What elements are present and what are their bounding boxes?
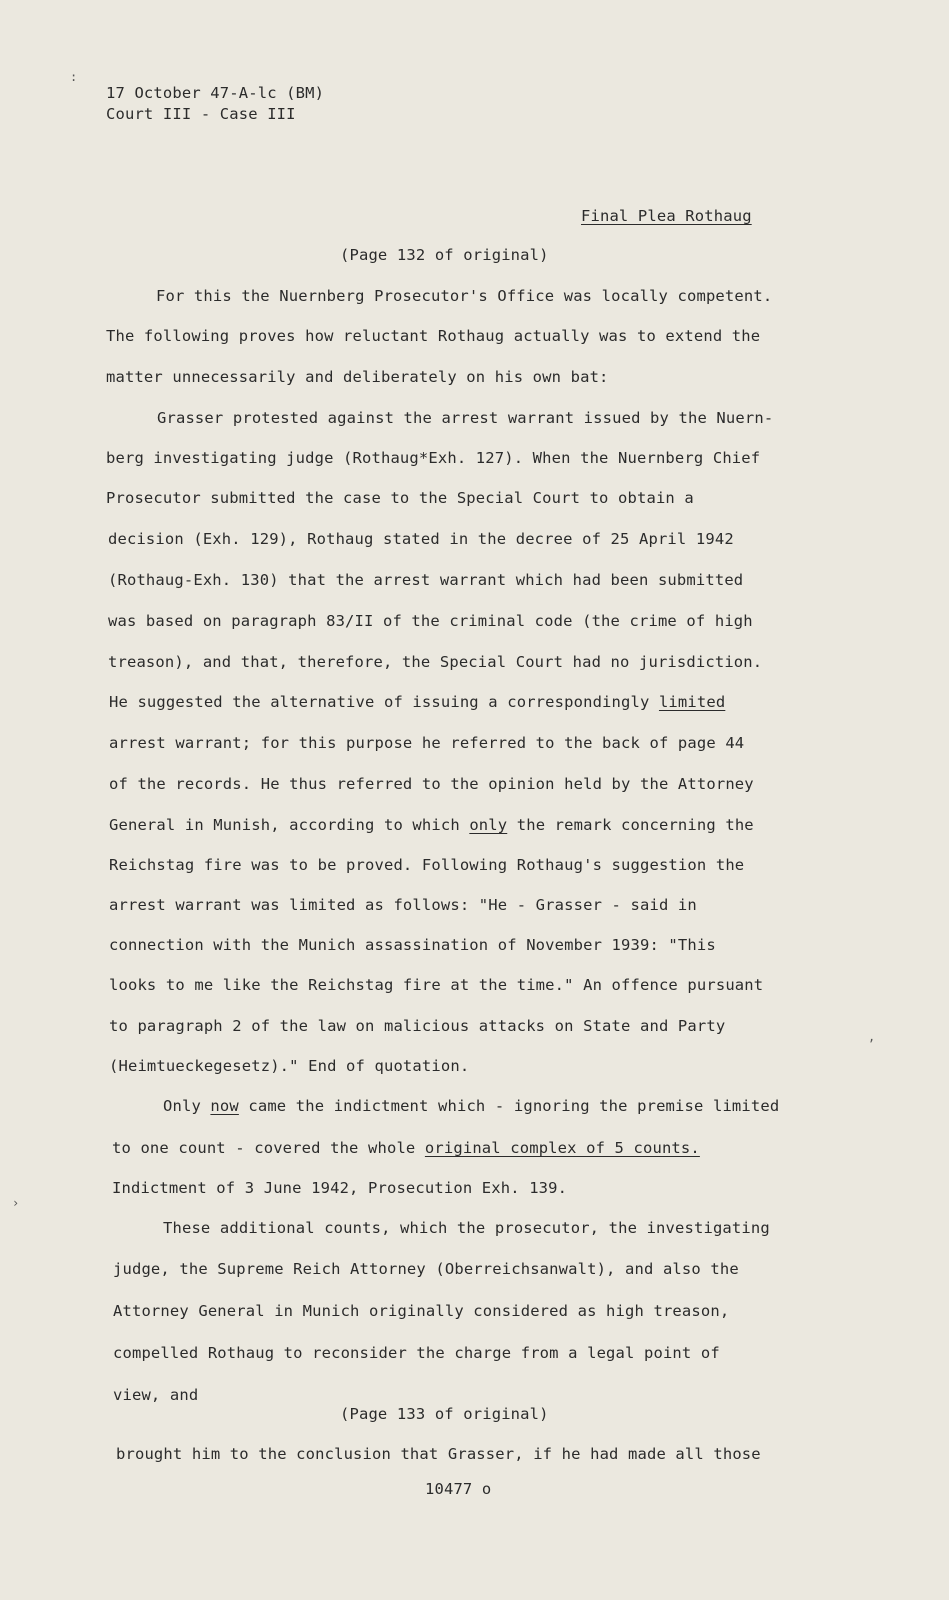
text-line: decision (Exh. 129), Rothaug stated in the decree of 25 April 1942 [108, 530, 734, 548]
text-line: The following proves how reluctant Rothaug actually was to extend the [106, 327, 761, 345]
text-line [163, 1096, 779, 1116]
text-line [109, 692, 725, 712]
text-line: (Heimtueckegesetz)." End of quotation. [109, 1057, 470, 1075]
margin-mark: : [70, 70, 78, 84]
text-line: (Rothaug-Exh. 130) that the arrest warrant which had been submitted [108, 571, 744, 589]
text-line: matter unnecessarily and deliberately on his own bat: [106, 368, 609, 386]
text-line: For this the Nuernberg Prosecutor's Office was locally competent. [156, 287, 773, 305]
page-reference-bottom: (Page 133 of original) [340, 1405, 549, 1423]
header-line-1: 17 October 47-A-lc (BM) [106, 84, 325, 102]
text-line: Reichstag fire was to be proved. Following Rothaug's suggestion the [109, 856, 745, 874]
emphasis-limited: limited [658, 693, 726, 711]
text-line: treason), and that, therefore, the Special Court had no jurisdiction. [108, 653, 763, 671]
text-segment: He suggested the alternative of issuing a correspondingly [109, 693, 650, 711]
text-line: compelled Rothaug to reconsider the charge from a legal point of [113, 1344, 720, 1362]
text-segment: Only [163, 1097, 201, 1115]
text-line: arrest warrant; for this purpose he referred to the back of page 44 [109, 734, 745, 752]
text-line [109, 815, 754, 835]
text-line: brought him to the conclusion that Grasser, if he had made all those [116, 1445, 761, 1463]
emphasis-only: only [469, 816, 508, 834]
text-line: arrest warrant was limited as follows: "He - Grasser - said in [109, 896, 697, 914]
text-line: These additional counts, which the prosecutor, the investigating [163, 1219, 770, 1237]
text-line: to paragraph 2 of the law on malicious attacks on State and Party [109, 1017, 726, 1035]
text-line: Indictment of 3 June 1942, Prosecution Exh. 139. [112, 1179, 568, 1197]
page-number: 10477 o [425, 1480, 492, 1498]
text-segment: to one count - covered the whole [112, 1139, 416, 1157]
text-line: Prosecutor submitted the case to the Special Court to obtain a [106, 489, 694, 507]
text-segment: General in Munish, according to which [109, 816, 460, 834]
text-line: was based on paragraph 83/II of the criminal code (the crime of high [108, 612, 753, 630]
document-title: Final Plea Rothaug [581, 207, 752, 225]
emphasis-original-complex: original complex of 5 counts. [424, 1139, 700, 1157]
text-line: connection with the Munich assassination of November 1939: "This [109, 936, 716, 954]
text-line: judge, the Supreme Reich Attorney (Oberreichsanwalt), and also the [113, 1260, 739, 1278]
text-line: Attorney General in Munich originally considered as high treason, [113, 1302, 730, 1320]
text-line [112, 1138, 700, 1158]
margin-mark: › [12, 1196, 20, 1210]
page-reference-top: (Page 132 of original) [340, 246, 549, 264]
text-line: of the records. He thus referred to the opinion held by the Attorney [109, 775, 754, 793]
text-line: view, and [113, 1386, 199, 1404]
text-line: Grasser protested against the arrest warrant issued by the Nuern- [157, 409, 774, 427]
text-line: berg investigating judge (Rothaug*Exh. 127). When the Nuernberg Chief [106, 449, 761, 467]
margin-mark: , [868, 1030, 876, 1044]
header-line-2: Court III - Case III [106, 105, 296, 123]
text-line: looks to me like the Reichstag fire at the time." An offence pursuant [109, 976, 764, 994]
text-segment: the remark concerning the [516, 816, 754, 834]
emphasis-now: now [210, 1097, 239, 1115]
text-segment: came the indictment which - ignoring the premise limited [248, 1097, 780, 1115]
